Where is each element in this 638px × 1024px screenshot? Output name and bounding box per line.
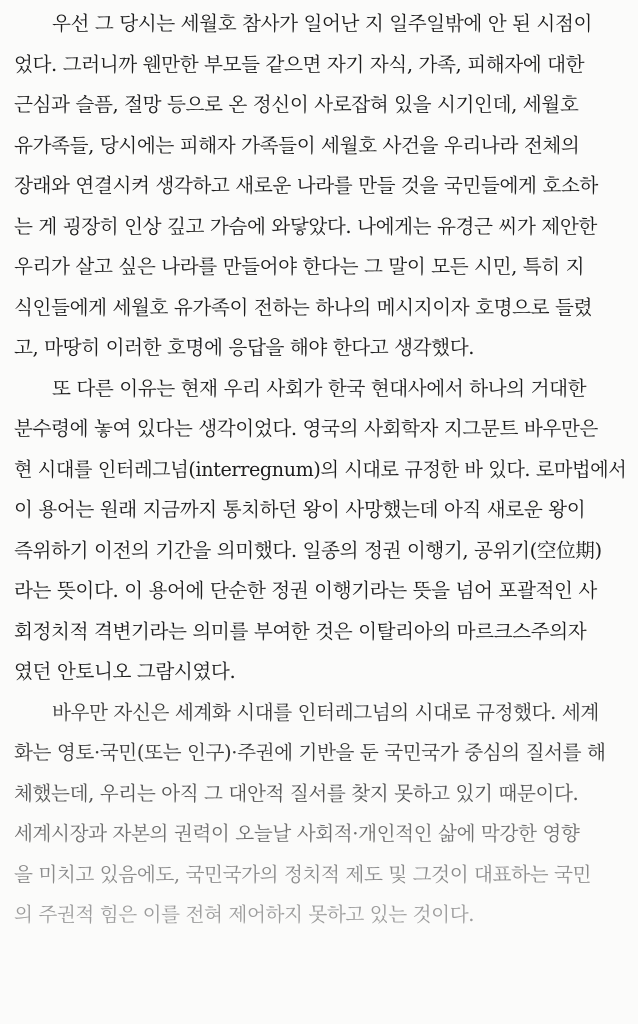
- text-line: 우선 그 당시는 세월호 참사가 일어난 지 일주일밖에 안 된 시점이: [52, 12, 592, 35]
- body-text: [14, 4, 626, 936]
- text-line: 우리가 살고 싶은 나라를 만들어야 한다는 그 말이 모든 시민, 특히 지: [14, 255, 585, 278]
- text-line: 는 게 굉장히 인상 깊고 가슴에 와닿았다. 나에게는 유경근 씨가 제안한: [14, 214, 597, 238]
- text-line: 체했는데, 우리는 아직 그 대안적 질서를 찾지 못하고 있기 때문이다.: [14, 781, 579, 805]
- text-line: 였던 안토니오 그람시였다.: [14, 660, 236, 683]
- text-line: 바우만 자신은 세계화 시대를 인터레그넘의 시대로 규정했다. 세계: [52, 700, 599, 724]
- text-line: 세계시장과 자본의 권력이 오늘날 사회적·개인적인 삶에 막강한 영향: [14, 822, 580, 845]
- text-line: 이 용어는 원래 지금까지 통치하던 왕이 사망했는데 아직 새로운 왕이: [14, 498, 586, 521]
- paragraph-2: [14, 369, 626, 693]
- text-line: 또 다른 이유는 현재 우리 사회가 한국 현대사에서 하나의 거대한: [52, 376, 587, 400]
- text-line: 장래와 연결시켜 생각하고 새로운 나라를 만들 것을 국민들에게 호소하: [14, 174, 598, 197]
- paragraph-1: [14, 4, 626, 369]
- text-line: 유가족들, 당시에는 피해자 가족들이 세월호 사건을 우리나라 전체의: [14, 133, 580, 157]
- text-line: 근심과 슬픔, 절망 등으로 온 정신이 사로잡혀 있을 시기인데, 세월호: [14, 93, 579, 116]
- text-line: 을 미치고 있음에도, 국민국가의 정치적 제도 및 그것이 대표하는 국민: [14, 862, 592, 886]
- text-line: 현 시대를 인터레그넘(interregnum)의 시대로 규정한 바 있다. 로마법에서: [14, 457, 627, 481]
- text-line: 고, 마땅히 이러한 호명에 응답을 해야 한다고 생각했다.: [14, 336, 475, 359]
- text-line: 분수령에 놓여 있다는 생각이었다. 영국의 사회학자 지그문트 바우만은: [14, 417, 598, 440]
- text-line: 회정치적 격변기라는 의미를 부여한 것은 이탈리아의 마르크스주의자: [14, 619, 587, 643]
- text-line: 의 주권적 힘은 이를 전혀 제어하지 못하고 있는 것이다.: [14, 903, 475, 926]
- text-line: 즉위하기 이전의 기간을 의미했다. 일종의 정권 이행기, 공위기(空位期): [14, 538, 602, 562]
- paragraph-3: [14, 693, 626, 936]
- text-line: 식인들에게 세월호 유가족이 전하는 하나의 메시지이자 호명으로 들렸: [14, 295, 593, 319]
- text-line: 었다. 그러니까 웬만한 부모들 같으면 자기 자식, 가족, 피해자에 대한: [14, 52, 585, 76]
- text-line: 화는 영토·국민(또는 인구)·주권에 기반을 둔 국민국가 중심의 질서를 해: [14, 741, 606, 764]
- text-line: 라는 뜻이다. 이 용어에 단순한 정권 이행기라는 뜻을 넘어 포괄적인 사: [14, 579, 597, 602]
